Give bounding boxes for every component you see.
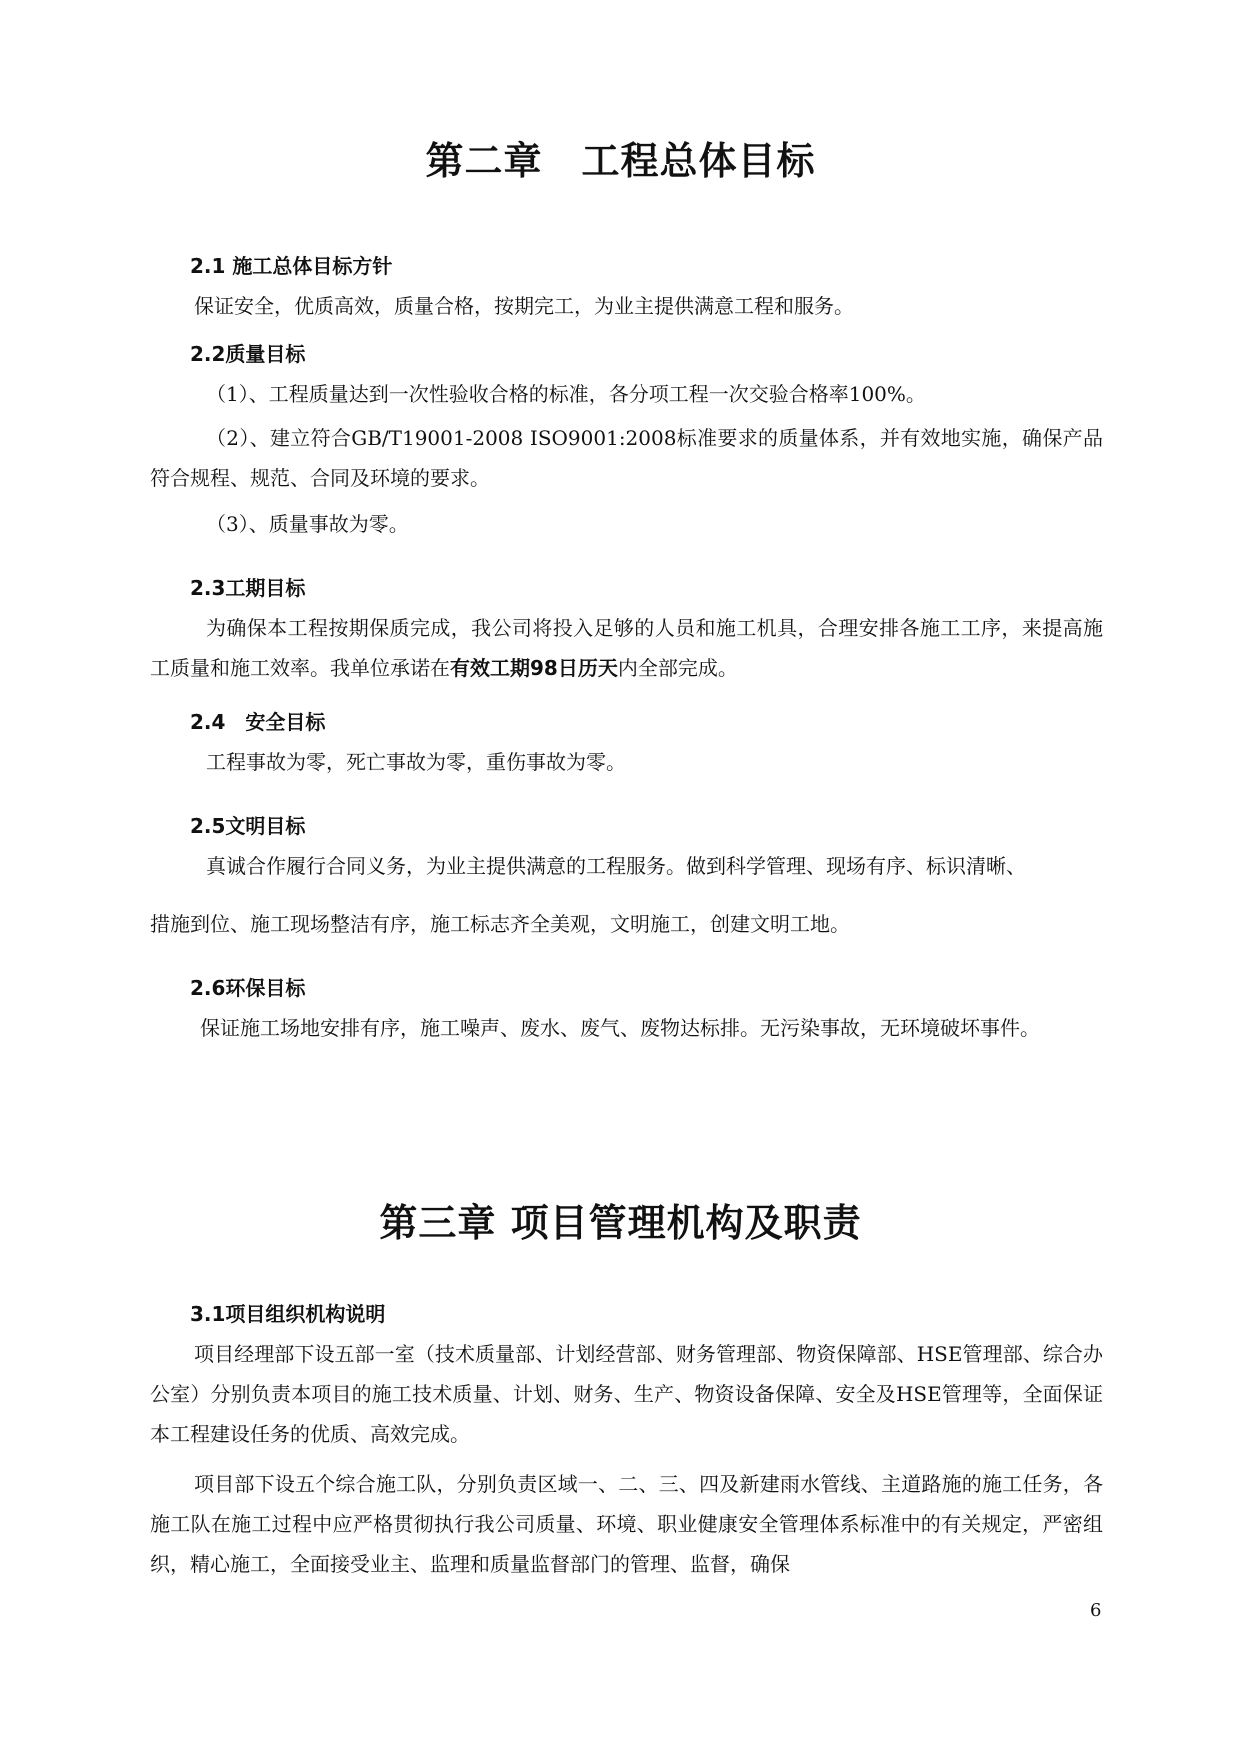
section-2-5-heading: 2.5文明目标 — [190, 814, 306, 838]
chapter-2-title: 第二章 工程总体目标 — [425, 139, 816, 183]
page-number: 6 — [1090, 1600, 1102, 1621]
section-2-4-heading: 2.4 安全目标 — [190, 710, 326, 734]
section-2-5-text-1: 真诚合作履行合同义务，为业主提供满意的工程服务。做到科学管理、现场有序、标识清晰、 — [206, 854, 1026, 878]
section-2-3-text-b: 内全部完成。 — [617, 656, 738, 680]
section-3-1-para-2: 项目部下设五个综合施工队，分别负责区域一、二、三、四及新建雨水管线、主道路施的施工任务，各施工队在施工过程中应严格贯彻执行我公司质量、环境、职业健康安全管理体系标准中的有关规定，严密组织，精心施工，全面接受业主、监理和质量监督部门的管理、监督，确保 — [150, 1472, 1103, 1576]
chapter-3-title: 第三章 项目管理机构及职责 — [379, 1201, 862, 1245]
section-2-6-text: 保证施工场地安排有序，施工噪声、废水、废气、废物达标排。无污染事故，无环境破坏事件。 — [200, 1016, 1040, 1040]
section-2-2-item-2: （2）、建立符合GB/T19001-2008 ISO9001:2008标准要求的质量体系，并有效地实施，确保产品符合规程、规范、合同及环境的要求。 — [150, 426, 1103, 490]
section-2-1-heading: 2.1 施工总体目标方针 — [190, 254, 393, 278]
section-3-1-heading: 3.1项目组织机构说明 — [190, 1302, 386, 1326]
section-3-1-para-1: 项目经理部下设五部一室（技术质量部、计划经营部、财务管理部、物资保障部、HSE管理部、综合办公室）分别负责本项目的施工技术质量、计划、财务、生产、物资设备保障、安全及HSE管理等，全面保证本工程建设任务的优质、高效完成。 — [150, 1342, 1103, 1446]
section-2-3-text — [150, 608, 1103, 688]
section-2-4-text: 工程事故为零，死亡事故为零，重伤事故为零。 — [206, 750, 626, 774]
section-2-3-text-a: 为确保本工程按期保质完成，我公司将投入足够的人员和施工机具，合理安排各施工工序，来提高施工质量和施工效率。我单位承诺在 — [150, 616, 1103, 680]
section-2-2-item-1: （1）、工程质量达到一次性验收合格的标准，各分项工程一次交验合格率100%。 — [206, 382, 926, 406]
section-2-2-item-3: （3）、质量事故为零。 — [206, 512, 409, 536]
section-2-6-heading: 2.6环保目标 — [190, 976, 306, 1000]
section-2-2-heading: 2.2质量目标 — [190, 342, 306, 366]
section-2-1-text: 保证安全，优质高效，质量合格，按期完工，为业主提供满意工程和服务。 — [194, 294, 854, 318]
section-2-5-text-2: 措施到位、施工现场整洁有序，施工标志齐全美观，文明施工，创建文明工地。 — [150, 912, 850, 936]
section-2-3-duration: 有效工期98日历天 — [450, 656, 618, 680]
section-2-3-heading: 2.3工期目标 — [190, 576, 306, 600]
